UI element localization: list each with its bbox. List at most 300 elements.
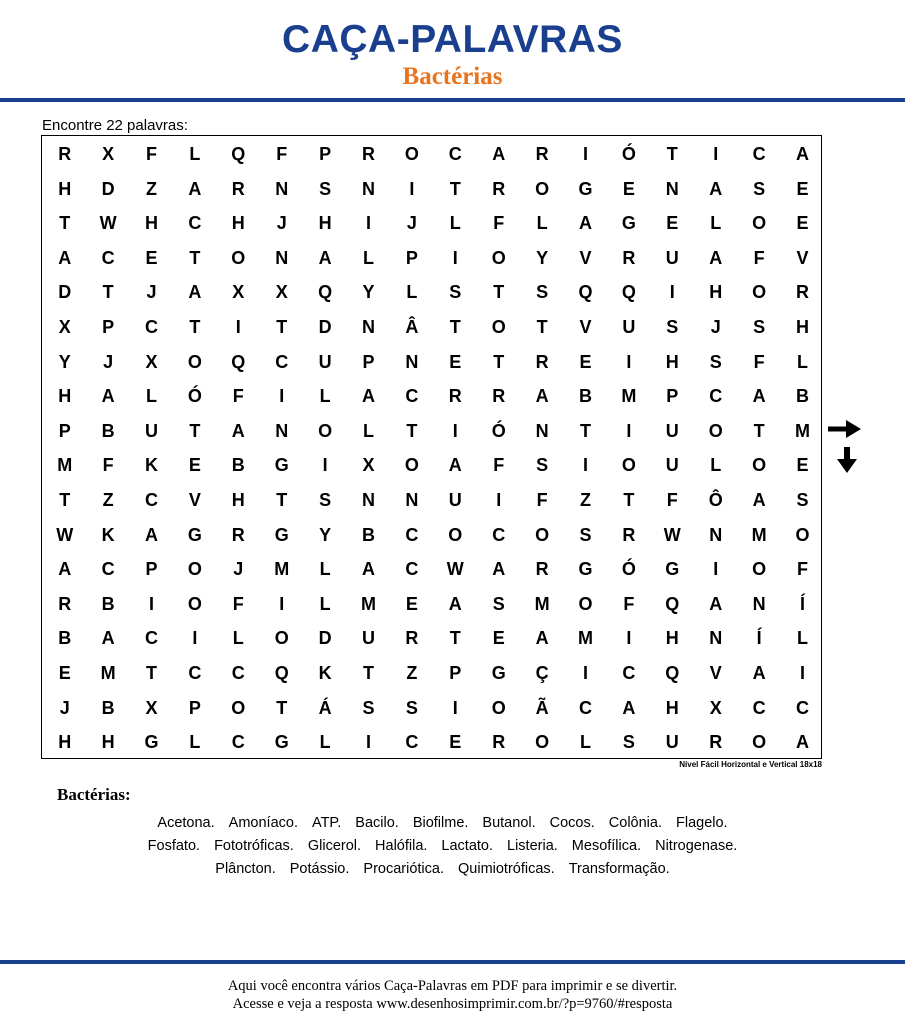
grid-letter: O [752,455,767,476]
grid-letter: L [406,282,418,303]
grid-letter: E [796,213,809,234]
grid-letter: T [145,663,157,683]
grid-letter: A [709,178,723,199]
grid-letter: B [58,628,72,649]
word-list-item: Fosfato. [147,838,201,854]
level-note: Nível Fácil Horizontal e Vertical 18x18 [679,760,822,769]
grid-letter: F [276,144,288,164]
grid-letter: T [449,178,461,199]
grid-letter: A [58,247,72,268]
grid-letter: O [752,213,767,234]
grid-letter: C [144,317,158,337]
grid-letter: F [493,455,505,476]
grid-letter: F [796,559,808,580]
grid-letter: W [99,213,117,234]
grid-letter: Ó [621,144,636,164]
grid-letter: X [232,282,245,303]
grid-letter: A [709,593,723,614]
grid-letter: V [579,247,592,268]
grid-letter: N [275,247,289,268]
grid-letter: I [279,386,285,407]
grid-letter: R [492,178,506,199]
word-list-item: Lactato. [441,838,494,854]
grid-row [42,310,821,345]
grid-letter: B [101,593,115,614]
word-list-item: Butanol. [482,815,536,831]
grid-letter: N [709,524,723,545]
grid-row [42,206,821,241]
grid-letter: T [666,144,678,164]
grid-letter: O [318,420,333,441]
grid-letter: O [231,247,246,268]
word-list-item: Mesofílica. [571,838,642,854]
grid-letter: I [713,144,719,164]
grid-letter: I [799,663,805,683]
grid-letter: Á [318,697,332,718]
grid-letter: Ó [621,559,636,580]
word-list-item: Flagelo. [675,815,728,831]
grid-row [42,725,821,760]
grid-letter: A [318,247,332,268]
grid-letter: N [275,178,289,199]
grid-letter: R [622,524,636,545]
word-list-item: Plâncton. [215,861,276,877]
grid-letter: T [536,317,548,337]
grid-letter: R [58,144,72,164]
grid-letter: D [58,282,72,303]
grid-letter: A [58,559,72,580]
grid-letter: Z [145,178,157,199]
grid-letter: S [362,697,375,718]
grid-letter: R [535,559,549,580]
grid-letter: E [579,351,592,372]
grid-letter: A [709,247,723,268]
grid-letter: O [404,455,419,476]
grid-letter: L [319,732,331,753]
grid-letter: H [795,317,809,337]
grid-letter: C [144,490,158,510]
grid-letter: H [144,213,158,234]
grid-letter: E [449,732,462,753]
grid-letter: O [621,455,636,476]
grid-letter: A [752,386,766,407]
grid-letter: K [144,455,158,476]
grid-letter: R [231,524,245,545]
grid-letter: T [189,420,201,441]
grid-letter: S [319,178,332,199]
grid-letter: Q [231,351,246,372]
grid-letter: E [58,663,71,683]
grid-letter: Z [579,490,591,510]
grid-letter: N [361,490,375,510]
word-list-item: Halófila. [375,838,428,854]
grid-letter: Y [536,247,549,268]
grid-letter: R [535,144,549,164]
grid-letter: O [274,628,289,649]
grid-letter: E [796,178,809,199]
grid-letter: T [493,282,505,303]
grid-letter: U [622,317,636,337]
grid-letter: Q [621,282,636,303]
grid-letter: O [404,144,419,164]
grid-letter: N [275,420,289,441]
grid-letter: T [753,420,765,441]
grid-letter: L [536,213,548,234]
grid-letter: H [58,386,72,407]
grid-letter: D [101,178,115,199]
grid-row [42,448,821,483]
grid-letter: A [535,386,549,407]
grid-letter: O [491,317,506,337]
grid-letter: O [578,593,593,614]
grid-letter: A [795,144,809,164]
grid-letter: O [752,282,767,303]
grid-letter: F [753,247,765,268]
grid-letter: T [406,420,418,441]
word-list-item: Transformação. [568,861,670,877]
grid-letter: S [709,351,722,372]
grid-row [42,691,821,726]
grid-letter: M [794,420,810,441]
grid-letter: G [665,559,680,580]
grid-letter: R [361,144,375,164]
grid-letter: I [452,697,458,718]
grid-letter: T [493,351,505,372]
word-list-line-2 [40,835,845,858]
word-list-item: Fototróficas. [214,838,294,854]
grid-letter: O [491,247,506,268]
word-list-line-3 [40,858,845,881]
grid-letter: S [405,697,418,718]
grid-row [42,656,821,691]
grid-letter: X [145,697,158,718]
grid-letter: T [59,490,71,510]
grid-letter: L [362,247,374,268]
grid-letter: R [492,732,506,753]
grid-letter: U [665,732,679,753]
grid-letter: A [188,282,202,303]
grid-letter: A [101,628,115,649]
grid-letter: J [103,351,114,372]
grid-letter: Q [665,663,680,683]
grid-letter: J [276,213,287,234]
grid-letter: I [279,593,285,614]
grid-letter: E [796,455,809,476]
grid-letter: U [318,351,332,372]
bottom-divider [0,960,905,964]
grid-letter: Z [102,490,114,510]
grid-letter: Y [319,524,332,545]
grid-letter: G [491,663,506,683]
grid-letter: S [622,732,635,753]
grid-letter: F [493,213,505,234]
grid-letter: A [144,524,158,545]
grid-row [42,345,821,380]
grid-letter: I [235,317,241,337]
grid-letter: O [752,559,767,580]
grid-letter: Q [318,282,333,303]
grid-letter: Í [756,628,762,649]
grid-letter: C [144,628,158,649]
word-list-item: Biofilme. [412,815,469,831]
grid-letter: H [231,490,245,510]
grid-letter: Ç [535,663,549,683]
grid-row [42,275,821,310]
grid-letter: G [187,524,202,545]
grid-letter: P [145,559,158,580]
grid-letter: I [626,628,632,649]
grid-letter: S [753,317,766,337]
grid-letter: V [796,247,809,268]
grid-letter: O [491,697,506,718]
grid-letter: T [276,490,288,510]
grid-letter: A [535,628,549,649]
word-list-item: Amoníaco. [228,815,298,831]
grid-letter: L [710,455,722,476]
page-title: CAÇA-PALAVRAS [282,18,623,61]
grid-letter: T [189,247,201,268]
grid-letter: U [665,455,679,476]
grid-letter: Ô [708,490,723,510]
grid-letter: N [752,593,766,614]
grid-letter: G [621,213,636,234]
grid-letter: Q [578,282,593,303]
grid-letter: O [708,420,723,441]
grid-letter: M [360,593,376,614]
grid-letter: C [405,386,419,407]
grid-letter: O [752,732,767,753]
grid-letter: U [665,247,679,268]
word-list-item: Nitrogenase. [655,838,738,854]
grid-letter: W [56,524,74,545]
grid-letter: H [58,178,72,199]
footer-line-2: Acesse e veja a resposta www.desenhosimprimir.com.br/?p=9760/#resposta [232,996,673,1012]
grid-letter: B [578,386,592,407]
grid-letter: R [709,732,723,753]
grid-letter: B [795,386,809,407]
grid-letter: L [232,628,244,649]
grid-letter: A [492,144,506,164]
grid-letter: L [796,351,808,372]
grid-letter: R [58,593,72,614]
grid-letter: P [58,420,71,441]
grid-letter: G [144,732,159,753]
grid-letter: J [146,282,157,303]
grid-letter: X [102,144,115,164]
grid-letter: M [577,628,593,649]
grid-letter: Ó [491,420,506,441]
grid-letter: I [192,628,198,649]
grid-letter: I [669,282,675,303]
grid-letter: G [274,732,289,753]
grid-letter: I [626,351,632,372]
grid-letter: E [492,628,505,649]
grid-letter: S [536,282,549,303]
grid-letter: F [536,490,548,510]
grid-letter: C [101,559,115,580]
grid-letter: R [448,386,462,407]
grid-letter: X [145,351,158,372]
grid-row [42,172,821,207]
grid-letter: R [231,178,245,199]
grid-letter: F [232,593,244,614]
instruction-text: Encontre 22 palavras: [42,117,188,134]
grid-letter: R [622,247,636,268]
grid-letter: U [361,628,375,649]
grid-letter: V [188,490,201,510]
grid-letter: X [58,317,71,337]
grid-letter: O [448,524,463,545]
grid-letter: E [449,351,462,372]
grid-letter: M [100,663,116,683]
grid-letter: T [449,628,461,649]
grid-letter: X [709,697,722,718]
grid-letter: C [448,144,462,164]
grid-letter: A [448,455,462,476]
grid-letter: Q [274,663,289,683]
grid-letter: V [579,317,592,337]
grid-letter: L [319,559,331,580]
grid-letter: S [579,524,592,545]
grid-letter: B [101,420,115,441]
grid-letter: S [449,282,462,303]
grid-letter: F [753,351,765,372]
grid-letter: W [446,559,464,580]
grid-letter: I [452,420,458,441]
grid-letter: C [231,663,245,683]
grid-letter: J [233,559,244,580]
grid-letter: M [534,593,550,614]
grid-letter: I [322,455,328,476]
word-list-item: Potássio. [289,861,350,877]
grid-letter: A [361,386,375,407]
grid-row [42,483,821,518]
grid-letter: C [231,732,245,753]
grid-letter: H [318,213,332,234]
grid-letter: T [59,213,71,234]
grid-letter: O [535,178,550,199]
grid-letter: Â [405,317,419,337]
grid-letter: C [752,697,766,718]
grid-letter: Ó [187,386,202,407]
word-list-item: Glicerol. [307,838,362,854]
grid-letter: B [361,524,375,545]
grid-letter: Ã [535,697,549,718]
grid-letter: O [187,351,202,372]
word-list-heading: Bactérias: [57,785,131,804]
grid-letter: I [582,663,588,683]
grid-letter: L [189,144,201,164]
grid-letter: A [752,490,766,510]
grid-letter: G [578,559,593,580]
grid-letter: P [102,317,115,337]
grid-letter: C [492,524,506,545]
grid-letter: A [231,420,245,441]
word-list-item: Cocos. [549,815,595,831]
grid-letter: C [405,524,419,545]
grid-letter: T [623,490,635,510]
grid-letter: M [274,559,290,580]
grid-letter: J [59,697,70,718]
grid-letter: G [578,178,593,199]
word-list-item: ATP. [311,815,342,831]
grid-letter: P [405,247,418,268]
grid-letter: B [101,697,115,718]
grid-letter: L [145,386,157,407]
grid-letter: S [319,490,332,510]
grid-letter: A [101,386,115,407]
grid-letter: S [492,593,505,614]
grid-letter: R [405,628,419,649]
word-list-item: Quimiotróficas. [458,861,555,877]
grid-letter: I [148,593,154,614]
grid-letter: O [795,524,810,545]
grid-letter: I [409,178,415,199]
grid-letter: D [318,628,332,649]
grid-letter: A [578,213,592,234]
grid-letter: S [753,178,766,199]
word-list-line-1 [40,812,845,835]
grid-letter: A [622,697,636,718]
grid-letter: I [582,144,588,164]
grid-letter: A [492,559,506,580]
grid-letter: L [449,213,461,234]
grid-letter: A [752,663,766,683]
grid-letter: O [187,593,202,614]
grid-letter: I [365,732,371,753]
grid-letter: M [57,455,73,476]
grid-letter: V [709,663,722,683]
grid-letter: N [665,178,679,199]
grid-row [42,379,821,414]
grid-letter: O [231,697,246,718]
grid-letter: E [666,213,679,234]
grid-letter: C [795,697,809,718]
grid-letter: I [626,420,632,441]
grid-letter: O [535,732,550,753]
grid-letter: I [713,559,719,580]
grid-letter: R [795,282,809,303]
grid-letter: T [579,420,591,441]
word-list-item: Colônia. [608,815,662,831]
grid-letter: C [752,144,766,164]
grid-letter: P [319,144,332,164]
grid-letter: L [319,386,331,407]
grid-letter: T [276,697,288,718]
grid-letter: M [751,524,767,545]
grid-row [42,552,821,587]
grid-letter: C [578,697,592,718]
grid-letter: J [406,213,417,234]
grid-letter: H [101,732,115,753]
grid-letter: C [405,559,419,580]
grid-letter: F [623,593,635,614]
grid-letter: I [496,490,502,510]
grid-letter: P [362,351,375,372]
grid-letter: F [145,144,157,164]
grid-letter: U [448,490,462,510]
grid-letter: M [621,386,637,407]
grid-letter: W [663,524,681,545]
grid-letter: H [665,697,679,718]
grid-letter: H [665,628,679,649]
grid-letter: C [622,663,636,683]
arrow-down-icon [837,447,857,473]
grid-letter: E [145,247,158,268]
grid-letter: S [796,490,809,510]
grid-letter: L [796,628,808,649]
grid-letter: T [102,282,114,303]
